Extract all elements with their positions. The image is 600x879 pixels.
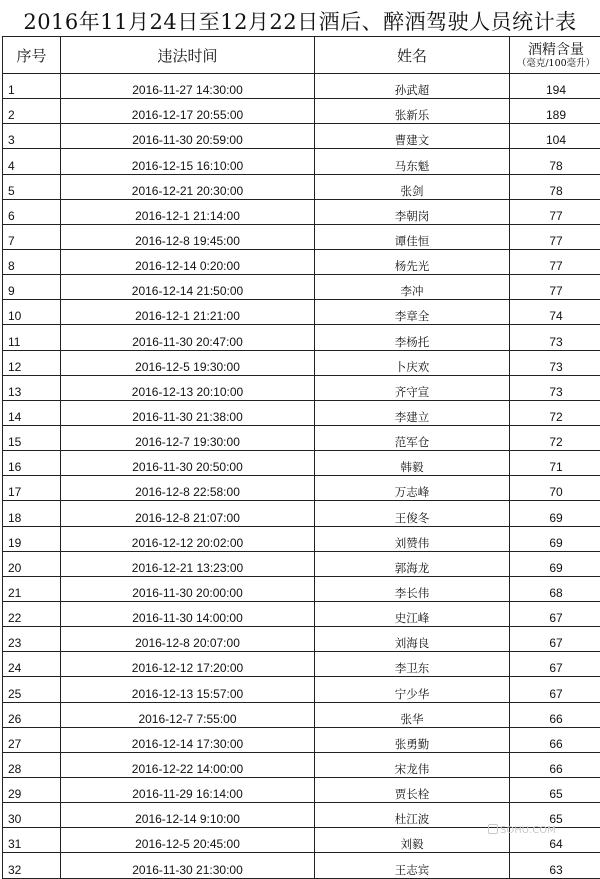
row-name: 李朝岗 — [315, 199, 510, 224]
row-alcohol: 63 — [510, 853, 600, 878]
row-time: 2016-12-14 0:20:00 — [61, 249, 315, 274]
row-index: 2 — [3, 99, 61, 124]
header-time: 违法时间 — [61, 37, 315, 74]
row-alcohol: 74 — [510, 300, 600, 325]
row-index: 25 — [3, 677, 61, 702]
row-time: 2016-12-14 9:10:00 — [61, 803, 315, 828]
row-time: 2016-12-15 16:10:00 — [61, 149, 315, 174]
table-row — [3, 627, 600, 652]
header-alcohol-label: 酒精含量 — [510, 41, 600, 58]
row-index: 23 — [3, 627, 61, 652]
table-row — [3, 652, 600, 677]
row-index: 24 — [3, 652, 61, 677]
header-index: 序号 — [3, 37, 61, 74]
row-index: 29 — [3, 777, 61, 802]
row-alcohol: 73 — [510, 325, 600, 350]
row-time: 2016-12-21 13:23:00 — [61, 551, 315, 576]
row-alcohol: 67 — [510, 601, 600, 626]
row-index: 20 — [3, 551, 61, 576]
row-time: 2016-12-13 15:57:00 — [61, 677, 315, 702]
row-alcohol: 104 — [510, 124, 600, 149]
row-index: 27 — [3, 727, 61, 752]
row-alcohol: 66 — [510, 727, 600, 752]
row-name: 李卫东 — [315, 652, 510, 677]
row-time: 2016-12-14 17:30:00 — [61, 727, 315, 752]
table-row — [3, 174, 600, 199]
row-name: 刘海良 — [315, 627, 510, 652]
row-index: 31 — [3, 828, 61, 853]
watermark-text: SOHU.COM — [500, 825, 556, 836]
row-name: 郭海龙 — [315, 551, 510, 576]
drunk-driving-table — [2, 36, 600, 879]
row-time: 2016-11-27 14:30:00 — [61, 74, 315, 99]
row-index: 4 — [3, 149, 61, 174]
row-name: 万志峰 — [315, 476, 510, 501]
table-row — [3, 853, 600, 878]
row-index: 26 — [3, 702, 61, 727]
row-alcohol: 78 — [510, 174, 600, 199]
header-alcohol-unit: （毫克/100毫升） — [510, 58, 600, 70]
row-time: 2016-12-12 17:20:00 — [61, 652, 315, 677]
row-time: 2016-11-30 21:38:00 — [61, 400, 315, 425]
row-time: 2016-12-22 14:00:00 — [61, 752, 315, 777]
row-index: 11 — [3, 325, 61, 350]
row-index: 32 — [3, 853, 61, 878]
row-name: 宁少华 — [315, 677, 510, 702]
table-row — [3, 677, 600, 702]
row-name: 杜江波 — [315, 803, 510, 828]
row-name: 李冲 — [315, 275, 510, 300]
table-row — [3, 325, 600, 350]
row-name: 马东魁 — [315, 149, 510, 174]
table-row — [3, 526, 600, 551]
row-name: 刘毅 — [315, 828, 510, 853]
row-alcohol: 64 — [510, 828, 600, 853]
row-index: 22 — [3, 601, 61, 626]
row-alcohol: 73 — [510, 375, 600, 400]
table-row — [3, 777, 600, 802]
row-time: 2016-12-14 21:50:00 — [61, 275, 315, 300]
row-name: 卜庆欢 — [315, 350, 510, 375]
document-title: 2016年11月24日至12月22日酒后、醉酒驾驶人员统计表 — [0, 6, 600, 36]
row-alcohol: 77 — [510, 249, 600, 274]
table-row — [3, 350, 600, 375]
row-name: 张勇勤 — [315, 727, 510, 752]
row-alcohol: 78 — [510, 149, 600, 174]
row-index: 19 — [3, 526, 61, 551]
row-time: 2016-12-12 20:02:00 — [61, 526, 315, 551]
row-alcohol: 71 — [510, 451, 600, 476]
row-name: 李长伟 — [315, 576, 510, 601]
row-time: 2016-11-29 16:14:00 — [61, 777, 315, 802]
row-alcohol: 194 — [510, 74, 600, 99]
row-index: 10 — [3, 300, 61, 325]
row-alcohol: 70 — [510, 476, 600, 501]
table-row — [3, 727, 600, 752]
row-index: 21 — [3, 576, 61, 601]
table-row — [3, 300, 600, 325]
row-time: 2016-12-13 20:10:00 — [61, 375, 315, 400]
row-alcohol: 65 — [510, 777, 600, 802]
row-index: 17 — [3, 476, 61, 501]
row-index: 18 — [3, 501, 61, 526]
row-name: 李建立 — [315, 400, 510, 425]
row-name: 李章全 — [315, 300, 510, 325]
row-index: 6 — [3, 199, 61, 224]
table-row — [3, 275, 600, 300]
table-row — [3, 752, 600, 777]
row-name: 张华 — [315, 702, 510, 727]
table-row — [3, 476, 600, 501]
row-index: 13 — [3, 375, 61, 400]
row-index: 28 — [3, 752, 61, 777]
row-alcohol: 69 — [510, 551, 600, 576]
header-alcohol — [510, 37, 600, 74]
row-time: 2016-12-5 19:30:00 — [61, 350, 315, 375]
row-alcohol: 67 — [510, 627, 600, 652]
row-name: 孙武超 — [315, 74, 510, 99]
row-time: 2016-11-30 20:59:00 — [61, 124, 315, 149]
row-alcohol: 69 — [510, 526, 600, 551]
row-alcohol: 68 — [510, 576, 600, 601]
row-time: 2016-12-21 20:30:00 — [61, 174, 315, 199]
row-time: 2016-12-8 22:58:00 — [61, 476, 315, 501]
table-row — [3, 224, 600, 249]
row-time: 2016-11-30 20:47:00 — [61, 325, 315, 350]
row-index: 14 — [3, 400, 61, 425]
table-row — [3, 199, 600, 224]
row-index: 5 — [3, 174, 61, 199]
row-name: 韩毅 — [315, 451, 510, 476]
row-alcohol: 72 — [510, 425, 600, 450]
table-row — [3, 400, 600, 425]
watermark-logo-icon — [488, 824, 498, 834]
row-name: 王俊冬 — [315, 501, 510, 526]
row-time: 2016-12-1 21:14:00 — [61, 199, 315, 224]
row-alcohol: 65 — [510, 803, 600, 828]
row-time: 2016-12-7 7:55:00 — [61, 702, 315, 727]
row-time: 2016-11-30 21:30:00 — [61, 853, 315, 878]
table-row — [3, 702, 600, 727]
table-row — [3, 601, 600, 626]
row-index: 8 — [3, 249, 61, 274]
row-alcohol: 67 — [510, 677, 600, 702]
table-row — [3, 501, 600, 526]
row-name: 张剑 — [315, 174, 510, 199]
table-row — [3, 375, 600, 400]
row-name: 史江峰 — [315, 601, 510, 626]
row-time: 2016-12-17 20:55:00 — [61, 99, 315, 124]
row-time: 2016-12-8 20:07:00 — [61, 627, 315, 652]
row-alcohol: 66 — [510, 752, 600, 777]
table-row — [3, 74, 600, 99]
table-header-row — [3, 37, 600, 74]
row-name: 李杨托 — [315, 325, 510, 350]
row-name: 王志宾 — [315, 853, 510, 878]
row-time: 2016-11-30 14:00:00 — [61, 601, 315, 626]
row-alcohol: 72 — [510, 400, 600, 425]
row-index: 3 — [3, 124, 61, 149]
row-time: 2016-11-30 20:00:00 — [61, 576, 315, 601]
row-name: 齐守宣 — [315, 375, 510, 400]
table-row — [3, 451, 600, 476]
row-alcohol: 189 — [510, 99, 600, 124]
row-index: 7 — [3, 224, 61, 249]
row-time: 2016-12-8 19:45:00 — [61, 224, 315, 249]
table-row — [3, 551, 600, 576]
table-row — [3, 425, 600, 450]
row-name: 谭佳恒 — [315, 224, 510, 249]
table-row — [3, 99, 600, 124]
row-index: 16 — [3, 451, 61, 476]
row-alcohol: 77 — [510, 275, 600, 300]
row-alcohol: 69 — [510, 501, 600, 526]
row-alcohol: 67 — [510, 652, 600, 677]
row-index: 1 — [3, 74, 61, 99]
row-alcohol: 77 — [510, 199, 600, 224]
row-index: 15 — [3, 425, 61, 450]
row-name: 刘赞伟 — [315, 526, 510, 551]
table-row — [3, 576, 600, 601]
row-alcohol: 73 — [510, 350, 600, 375]
row-name: 贾长栓 — [315, 777, 510, 802]
row-time: 2016-11-30 20:50:00 — [61, 451, 315, 476]
header-name: 姓名 — [315, 37, 510, 74]
row-name: 张新乐 — [315, 99, 510, 124]
table-row — [3, 124, 600, 149]
row-name: 曹建文 — [315, 124, 510, 149]
row-alcohol: 66 — [510, 702, 600, 727]
row-index: 12 — [3, 350, 61, 375]
row-time: 2016-12-7 19:30:00 — [61, 425, 315, 450]
table-row — [3, 149, 600, 174]
table-row — [3, 249, 600, 274]
row-time: 2016-12-1 21:21:00 — [61, 300, 315, 325]
row-alcohol: 77 — [510, 224, 600, 249]
row-index: 9 — [3, 275, 61, 300]
row-time: 2016-12-5 20:45:00 — [61, 828, 315, 853]
row-name: 范军仓 — [315, 425, 510, 450]
row-time: 2016-12-8 21:07:00 — [61, 501, 315, 526]
row-index: 30 — [3, 803, 61, 828]
table-body — [3, 74, 600, 879]
row-name: 宋龙伟 — [315, 752, 510, 777]
watermark — [488, 824, 556, 836]
row-name: 杨先光 — [315, 249, 510, 274]
